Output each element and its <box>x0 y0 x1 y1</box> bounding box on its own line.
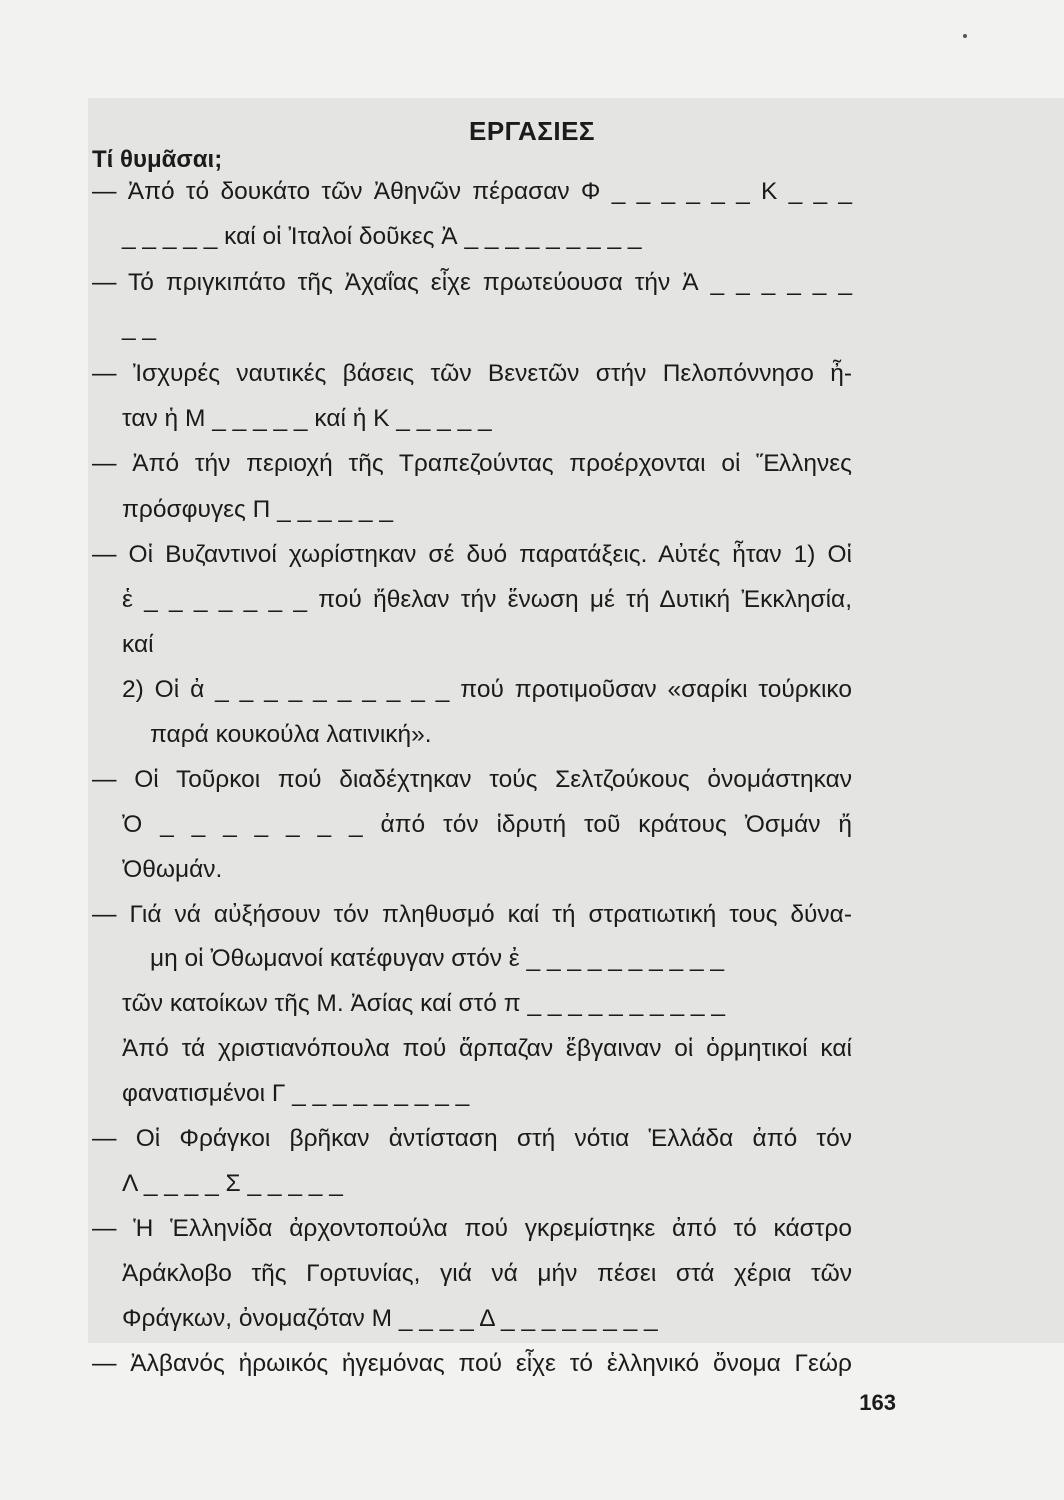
page-title: ΕΡΓΑΣΙΕΣ <box>468 116 596 146</box>
exercise-line: — Τό πριγκιπάτο τῆς Ἀχαΐας εἶχε πρωτεύουσα τήν Ἀ _ _ _ _ _ _ <box>92 269 852 296</box>
exercise-line: Ὀθωμάν. <box>122 856 223 883</box>
exercise-line: 2) Οἱ ἀ _ _ _ _ _ _ _ _ _ _ πού προτιμοῦσαν «σαρίκι τούρκικο <box>122 676 852 703</box>
page-subtitle: Τί θυμᾶσαι; <box>92 146 223 173</box>
exercise-line: πρόσφυγες Π _ _ _ _ _ _ <box>122 496 393 523</box>
exercise-line: τῶν κατοίκων τῆς Μ. Ἀσίας καί στό π _ _ _ _ _ _ _ _ _ _ <box>122 990 725 1017</box>
exercise-line: Φράγκων, ὀνομαζόταν Μ _ _ _ _ Δ _ _ _ _ _ _ _ _ <box>122 1305 658 1332</box>
exercise-line: παρά κουκούλα λατινική». <box>150 721 432 748</box>
exercise-line: — Οἱ Βυζαντινοί χωρίστηκαν σέ δυό παρατάξεις. Αὐτές ἦταν 1) Οἱ <box>92 541 852 568</box>
exercise-line: φανατισμένοι Γ _ _ _ _ _ _ _ _ _ <box>122 1080 470 1107</box>
exercise-line: Ἀπό τά χριστιανόπουλα πού ἅρπαζαν ἔβγαιναν οἱ ὁρμητικοί καί <box>122 1035 852 1062</box>
exercise-line: Λ _ _ _ _ Σ _ _ _ _ _ <box>122 1170 343 1197</box>
page-number: 163 <box>859 1390 896 1415</box>
exercise-line: — Ἡ Ἑλληνίδα ἀρχοντοπούλα πού γκρεμίστηκε ἀπό τό κάστρο <box>92 1215 852 1242</box>
exercise-line: — Οἱ Φράγκοι βρῆκαν ἀντίσταση στή νότια Ἑλλάδα ἀπό τόν <box>92 1125 852 1152</box>
exercise-line: — Ἰσχυρές ναυτικές βάσεις τῶν Βενετῶν στήν Πελοπόννησο ἦ- <box>92 360 852 387</box>
exercise-line: — Γιά νά αὐξήσουν τόν πληθυσμό καί τή στρατιωτική τους δύνα- <box>92 901 852 928</box>
exercise-line: μη οἱ Ὀθωμανοί κατέφυγαν στόν ἐ _ _ _ _ _ _ _ _ _ _ <box>150 945 725 972</box>
exercise-line: ἑ _ _ _ _ _ _ _ πού ἤθελαν τήν ἕνωση μέ τή Δυτική Ἐκκλησία, <box>122 586 852 613</box>
exercise-line: — Ἀλβανός ἡρωικός ἡγεμόνας πού εἶχε τό ἑλληνικό ὄνομα Γεώρ <box>92 1350 852 1377</box>
exercise-line: — Ἀπό τήν περιοχή τῆς Τραπεζούντας προέρχονται οἱ Ἕλληνες <box>92 450 852 477</box>
exercise-line: Ὀ _ _ _ _ _ _ _ ἀπό τόν ἱδρυτή τοῦ κράτους Ὀσμάν ἤ <box>122 811 852 838</box>
exercise-line: — Οἱ Τοῦρκοι πού διαδέχτηκαν τούς Σελτζούκους ὀνομάστηκαν <box>92 766 852 793</box>
exercise-line: Ἀράκλοβο τῆς Γορτυνίας, γιά νά μήν πέσει στά χέρια τῶν <box>122 1260 852 1287</box>
exercise-line: καί <box>122 631 154 658</box>
exercise-line: _ _ <box>122 314 157 341</box>
exercise-line: — Ἀπό τό δουκάτο τῶν Ἀθηνῶν πέρασαν Φ _ _ _ _ _ _ Κ _ _ _ <box>92 178 852 205</box>
exercise-line: _ _ _ _ _ καί οἱ Ἰταλοί δοῦκες Ἀ _ _ _ _ _ _ _ _ _ <box>122 223 642 250</box>
exercise-line: ταν ἡ Μ _ _ _ _ _ καί ἡ Κ _ _ _ _ _ <box>122 405 492 432</box>
